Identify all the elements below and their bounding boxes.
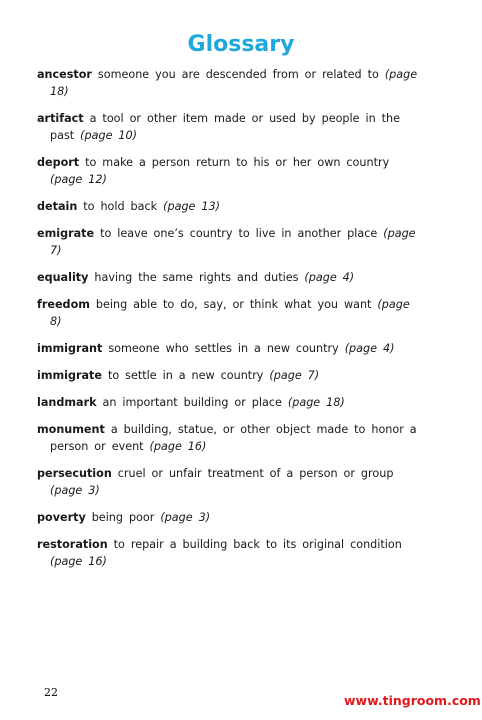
glossary-entry [37, 66, 427, 100]
glossary-page-ref: (page 3) [160, 511, 211, 524]
glossary-definition: to leave one’s country to live in another place [100, 227, 378, 240]
glossary-definition: a tool or other item made or used by people in the past [50, 112, 400, 142]
glossary-definition: being able to do, say, or think what you want [95, 298, 372, 311]
glossary-entry [37, 465, 427, 499]
glossary-page-ref: (page 13) [163, 200, 220, 213]
glossary-definition: someone you are descended from or related to [97, 68, 379, 81]
watermark: www.tingroom.com [344, 693, 481, 708]
glossary-page-ref: (page 7) [269, 369, 320, 382]
glossary-term: ancestor [37, 68, 92, 81]
glossary-entry [37, 536, 427, 570]
page-title: Glossary [187, 32, 295, 57]
glossary-page-ref: (page 10) [80, 129, 138, 142]
glossary-term: monument [37, 423, 105, 436]
glossary-definition: to make a person return to his or her own country [85, 156, 390, 169]
glossary-definition: to repair a building back to its original condition [113, 538, 402, 551]
glossary-definition: to settle in a new country [107, 369, 264, 382]
glossary-page-ref: (page 8) [50, 298, 410, 328]
glossary-definition: cruel or unfair treatment of a person or group [117, 467, 394, 480]
glossary-entry [37, 198, 427, 215]
glossary-definition: to hold back [83, 200, 158, 213]
glossary-page-ref: (page 18) [287, 396, 345, 409]
glossary-page-ref: (page 4) [304, 271, 355, 284]
glossary-definition: someone who settles in a new country [108, 342, 339, 355]
glossary-term: landmark [37, 396, 97, 409]
page-number: 22 [44, 686, 58, 699]
glossary-page-ref: (page 7) [50, 227, 416, 257]
glossary-entry [37, 509, 427, 526]
glossary-term: emigrate [37, 227, 95, 240]
glossary-definition: having the same rights and duties [94, 271, 299, 284]
glossary-page-ref: (page 16) [149, 440, 207, 453]
glossary-entry [37, 394, 427, 411]
glossary-term: detain [37, 200, 78, 213]
glossary-term: deport [37, 156, 80, 169]
glossary-term: poverty [37, 511, 86, 524]
glossary-definition: a building, statue, or other object made to honor a person or event [50, 423, 417, 453]
glossary-entry [37, 340, 427, 357]
glossary-page-ref: (page 16) [50, 555, 107, 568]
glossary-list [37, 66, 427, 580]
glossary-definition: an important building or place [102, 396, 282, 409]
glossary-entry [37, 225, 427, 259]
glossary-entry [37, 367, 427, 384]
glossary-page-ref: (page 12) [50, 173, 107, 186]
glossary-entry [37, 269, 427, 286]
glossary-entry [37, 296, 427, 330]
glossary-page-ref: (page 4) [344, 342, 395, 355]
glossary-page-ref: (page 3) [50, 484, 100, 497]
glossary-term: persecution [37, 467, 112, 480]
glossary-page-ref: (page 18) [50, 68, 418, 98]
glossary-term: equality [37, 271, 89, 284]
glossary-term: freedom [37, 298, 90, 311]
glossary-term: artifact [37, 112, 84, 125]
glossary-term: immigrant [37, 342, 103, 355]
glossary-entry [37, 421, 427, 455]
glossary-term: immigrate [37, 369, 102, 382]
glossary-entry [37, 154, 427, 188]
glossary-entry [37, 110, 427, 144]
glossary-definition: being poor [91, 511, 155, 524]
glossary-term: restoration [37, 538, 108, 551]
